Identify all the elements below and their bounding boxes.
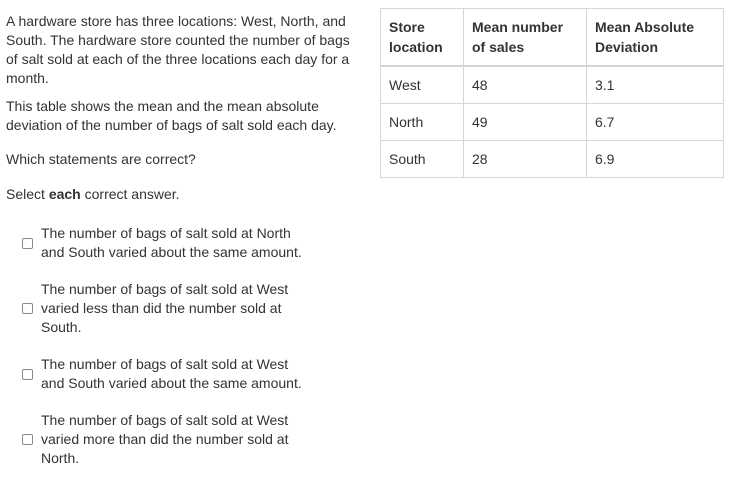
header-store-location: Store location bbox=[381, 9, 464, 67]
instruction bbox=[6, 185, 356, 204]
answer-option-2[interactable] bbox=[6, 280, 356, 337]
checkbox[interactable] bbox=[22, 434, 33, 445]
checkbox[interactable] bbox=[22, 238, 33, 249]
checkbox[interactable] bbox=[22, 303, 33, 314]
table-description: This table shows the mean and the mean absolute deviation of the number of bags of salt sold each day. bbox=[6, 98, 337, 133]
question-panel bbox=[6, 12, 356, 486]
option-label: The number of bags of salt sold at West and South varied about the same amount. bbox=[41, 356, 302, 391]
cell-location: West bbox=[381, 66, 464, 104]
cell-mad: 6.7 bbox=[587, 104, 724, 141]
question-intro: A hardware store has three locations: West, North, and South. The hardware store counted the number of bags of salt sold at each of the three locations each day for a month. bbox=[6, 13, 350, 86]
header-mean-sales: Mean number of sales bbox=[464, 9, 587, 67]
table-header-row bbox=[381, 9, 724, 67]
cell-mad: 6.9 bbox=[587, 141, 724, 178]
option-label: The number of bags of salt sold at West varied more than did the number sold at North. bbox=[41, 412, 289, 466]
cell-mean: 48 bbox=[464, 66, 587, 104]
cell-mad: 3.1 bbox=[587, 66, 724, 104]
answer-option-4[interactable] bbox=[6, 411, 356, 468]
table-row bbox=[381, 104, 724, 141]
question-prompt: Which statements are correct? bbox=[6, 151, 196, 167]
answer-option-3[interactable] bbox=[6, 355, 356, 393]
option-label: The number of bags of salt sold at North and South varied about the same amount. bbox=[41, 225, 302, 260]
instruction-bold: each bbox=[48, 186, 81, 202]
checkbox[interactable] bbox=[22, 369, 33, 380]
answer-options bbox=[6, 224, 356, 468]
data-table bbox=[380, 8, 724, 178]
cell-mean: 28 bbox=[464, 141, 587, 178]
instruction-pre: Select bbox=[6, 186, 49, 202]
instruction-post: correct answer. bbox=[80, 186, 180, 202]
table-row bbox=[381, 141, 724, 178]
cell-location: South bbox=[381, 141, 464, 178]
answer-option-1[interactable] bbox=[6, 224, 356, 262]
cell-location: North bbox=[381, 104, 464, 141]
option-label: The number of bags of salt sold at West varied less than did the number sold at South. bbox=[41, 281, 289, 335]
cell-mean: 49 bbox=[464, 104, 587, 141]
header-mad: Mean Absolute Deviation bbox=[587, 9, 724, 67]
table-row bbox=[381, 66, 724, 104]
